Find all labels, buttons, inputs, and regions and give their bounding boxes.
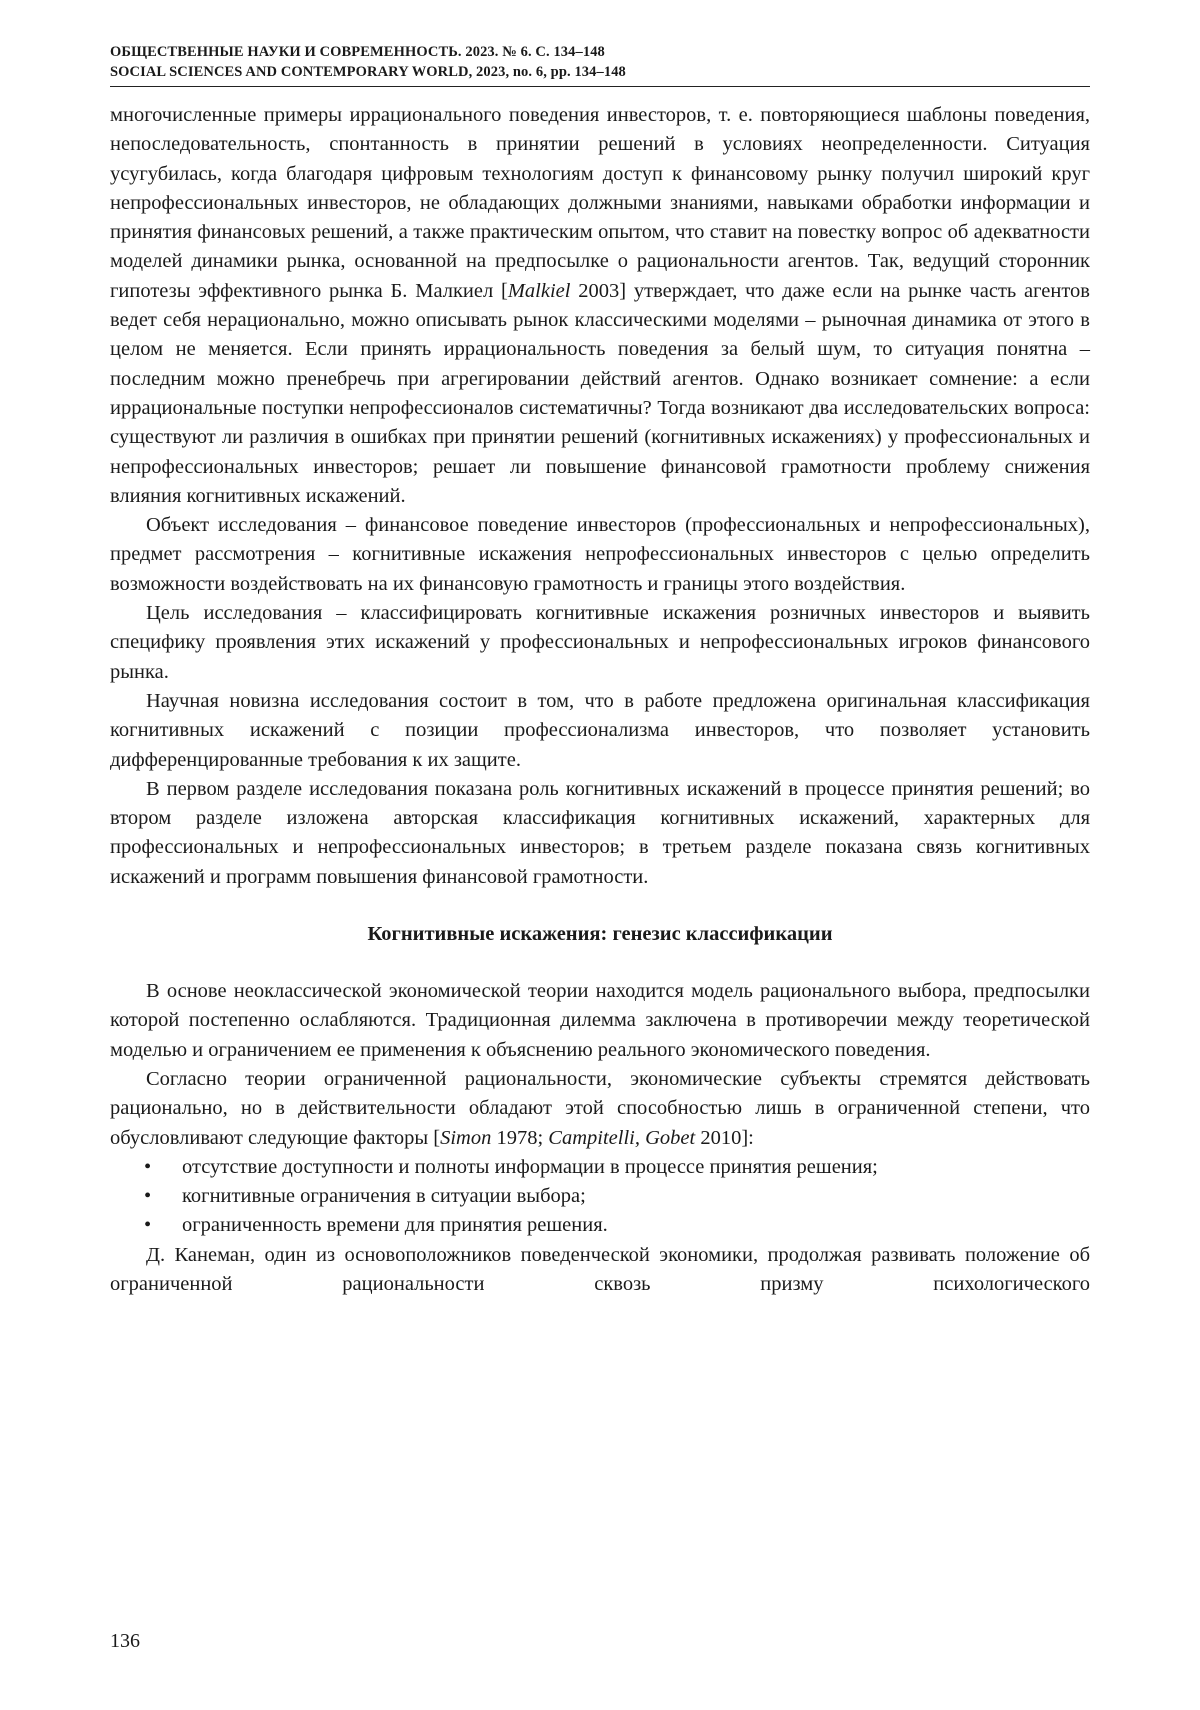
citation-malkiel: Malkiel <box>507 279 571 302</box>
paragraph-7-text-a: Согласно теории ограниченной рациональности, экономические субъекты стремятся действовать рационально, но в действительности обладают этой способностью лишь в ограниченной степени, что обусловливают следующие факторы [ <box>110 1067 1090 1149</box>
list-item-text: отсутствие доступности и полноты информации в процессе принятия решения; <box>182 1155 878 1178</box>
page-number: 136 <box>110 1630 140 1652</box>
paragraph-1-text-a: многочисленные примеры иррационального поведения инвесторов, т. е. повторяющиеся шаблоны поведения, непоследовательность, спонтанность в принятии решений в условиях неопределенности. Ситуация усугубилась, когда благодаря цифровым технологиям доступ к финансовому рынку получил широкий круг непрофессиональных инвесторов, не обладающих должными знаниями, навыками обработки информации и принятия финансовых решений, а также практическим опытом, что ставит на повестку вопрос об адекватности моделей динамики рынка, основанной на предпосылке о рациональности агентов. Так, ведущий сторонник гипотезы эффективного рынка Б. Малкиел [ <box>110 104 1090 302</box>
list-item <box>110 1182 1090 1211</box>
header-rule <box>110 86 1090 87</box>
bullet-icon: • <box>144 1185 152 1208</box>
paragraph-5: В первом разделе исследования показана роль когнитивных искажений в процессе принятия решений; во втором разделе изложена авторская классификация когнитивных искажений, характерных для профессиональных и непрофессиональных инвесторов; в третьем разделе показана связь когнитивных искажений и программ повышения финансовой грамотности. <box>110 777 1090 888</box>
running-header <box>110 42 1090 82</box>
section-title: Когнитивные искажения: генезис классификации <box>367 923 833 946</box>
paragraph-4: Научная новизна исследования состоит в том, что в работе предложена оригинальная классификация когнитивных искажений с позиции профессионализма инвесторов, что позволяет установить дифференцированные требования к их защите. <box>110 689 1090 771</box>
paragraph-7 <box>110 1065 1090 1153</box>
paragraph-2: Объект исследования – финансовое поведение инвесторов (профессиональных и непрофессиональных), предмет рассмотрения – когнитивные искажения непрофессиональных инвесторов с целью определить возможности воздействовать на их финансовую грамотность и границы этого воздействия. <box>110 514 1090 595</box>
paragraph-7-text-b: 1978; <box>491 1126 549 1149</box>
citation-campitelli-gobet: Campitelli, Gobet <box>548 1126 696 1149</box>
paragraph-1 <box>110 101 1090 511</box>
list-item-text: ограниченность времени для принятия решения. <box>182 1214 608 1237</box>
bullet-icon: • <box>144 1214 152 1237</box>
paragraph-3: Цель исследования – классифицировать когнитивные искажения розничных инвесторов и выявить специфику проявления этих искажений у профессиональных и непрофессиональных игроков финансового рынка. <box>110 602 1090 683</box>
journal-page <box>110 42 1090 1672</box>
list-item-text: когнитивные ограничения в ситуации выбора; <box>182 1185 586 1208</box>
list-item <box>110 1153 1090 1182</box>
article-body <box>110 101 1090 1299</box>
bullet-icon: • <box>144 1155 152 1178</box>
paragraph-8: Д. Канеман, один из основоположников поведенческой экономики, продолжая развивать положение об ограниченной рациональности сквозь призму психологического <box>110 1243 1090 1295</box>
header-english: SOCIAL SCIENCES AND CONTEMPORARY WORLD, 2023, no. 6, pp. 134–148 <box>110 64 626 80</box>
paragraph-7-text-c: 2010]: <box>695 1126 754 1149</box>
paragraph-6: В основе неоклассической экономической теории находится модель рационального выбора, предпосылки которой постепенно ослабляются. Традиционная дилемма заключена в противоречии между теоретической моделью и ограничением ее применения к объяснению реального экономического поведения. <box>110 980 1090 1061</box>
list-item <box>110 1211 1090 1240</box>
paragraph-1-text-b: 2003] утверждает, что даже если на рынке часть агентов ведет себя нерационально, можно описывать рынок классическими моделями – рыночная динамика от этого в целом не меняется. Если принять иррациональность поведения за белый шум, то ситуация понятна – последним можно пренебречь при агрегировании действий агентов. Однако возникает сомнение: а если иррациональные поступки непрофессионалов систематичны? Тогда возникают два исследовательских вопроса: существуют ли различия в ошибках при принятии решений (когнитивных искажениях) у профессиональных и непрофессиональных инвесторов; решает ли повышение финансовой грамотности проблему снижения влияния когнитивных искажений. <box>110 279 1090 507</box>
header-russian: ОБЩЕСТВЕННЫЕ НАУКИ И СОВРЕМЕННОСТЬ. 2023. № 6. С. 134–148 <box>110 44 605 60</box>
bullet-list <box>110 1153 1090 1241</box>
citation-simon: Simon <box>440 1126 492 1149</box>
